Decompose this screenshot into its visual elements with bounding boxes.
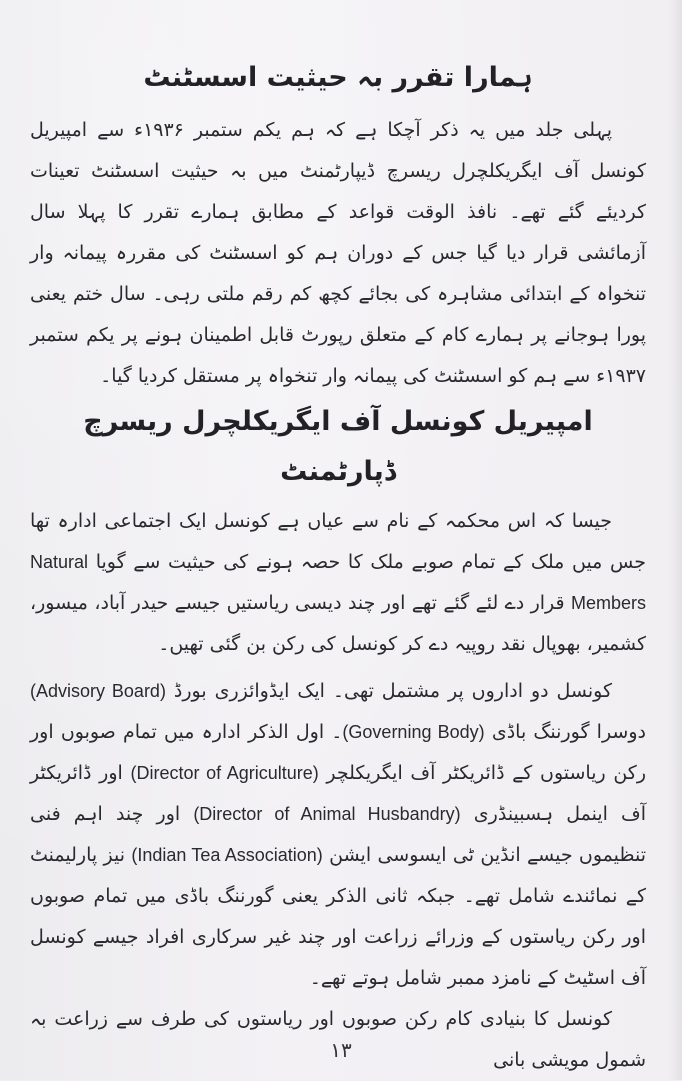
text-run: قرار دے لئے گئے تھے اور چند دیسی ریاستیں جیسے حیدر آباد، میسور، کشمیر، بھوپال نقد روپیہ دے کر کونسل کی رکن بن گئی تھیں۔ [30,592,646,655]
english-term-director-animal-husbandry: (Director of Animal Husbandry) [193,804,461,824]
text-run: جیسا کہ اس محکمہ کے نام سے عیاں ہے کونسل ایک اجتماعی ادارہ تھا جس میں ملک کے تمام صوبے ملک کا حصہ ہونے کی حیثیت سے گویا [30,510,646,573]
page-edge-shadow [668,0,682,1080]
text-run: کونسل دو اداروں پر مشتمل تھی۔ ایک ایڈوائزری بورڈ [173,680,613,702]
text-run: اور ڈائریکٹر آف اینمل ہسبینڈری [30,762,646,825]
paragraph-council-members [30,501,646,665]
paragraph-council-function: کونسل کا بنیادی کام رکن صوبوں اور ریاستوں کی طرف سے زراعت بہ شمول مویشی بانی [30,1008,646,1071]
english-term-director-agriculture: (Director of Agriculture) [130,763,319,783]
text-run: نیز پارلیمنٹ کے نمائندے شامل تھے۔ جبکہ ثانی الذکر یعنی گورننگ باڈی میں تمام صوبوں اور رکن ریاستوں کے وزرائے زراعت اور چند غیر سرکاری افراد جیسے کونسل آف اسٹیٹ کے نامزد ممبر شامل ہوتے تھے۔ [30,844,646,989]
section-heading-appointment: ہمارا تقرر بہ حیثیت اسسٹنٹ [143,62,533,93]
text-run: اور چند اہم فنی تنظیموں جیسے انڈین ٹی ایسوسی ایشن [30,803,647,866]
english-term-indian-tea-association: (Indian Tea Association) [131,845,323,865]
page-content [30,52,646,1081]
page-number: ۱۳ [330,1038,352,1062]
english-term-governing-body: (Governing Body) [342,722,485,742]
english-term-advisory-board: (Advisory Board) [30,681,166,701]
text-run: دوسرا گورننگ باڈی [491,721,646,743]
paragraph-appointment: پہلی جلد میں یہ ذکر آچکا ہے کہ ہم یکم ستمبر ۱۹۳۶ء سے امپیریل کونسل آف ایگریکلچرل ریسرچ ڈیپارٹمنٹ میں بہ حیثیت اسسٹنٹ تعینات کردیئے گئے تھے۔ نافذ الوقت قواعد کے مطابق ہمارے تقرر کا پہلا سال آزمائشی قرار دیا گیا جس کے دوران ہم کو اسسٹنٹ کی مقررہ پیمانہ وار تنخواہ کے ابتدائی مشاہرہ کی بجائے کچھ کم رقم ملتی رہی۔ سال ختم یعنی پورا ہوجانے پر ہمارے کام کے متعلق رپورٹ قابل اطمینان ہونے پر یکم ستمبر ۱۹۳۷ء سے ہم کو اسسٹنٹ کی پیمانہ وار تنخواہ پر مستقل کردیا گیا۔ [30,119,646,387]
english-term-natural-members: Natural Members [30,552,646,613]
paragraph-council-structure [30,671,646,999]
section-heading-council: امپیریل کونسل آف ایگریکلچرل ریسرچ ڈپارٹمنٹ [83,406,593,487]
text-run: ۔ اول الذکر ادارہ میں تمام صوبوں اور رکن ریاستوں کے ڈائریکٹر آف ایگریکلچر [30,721,647,784]
